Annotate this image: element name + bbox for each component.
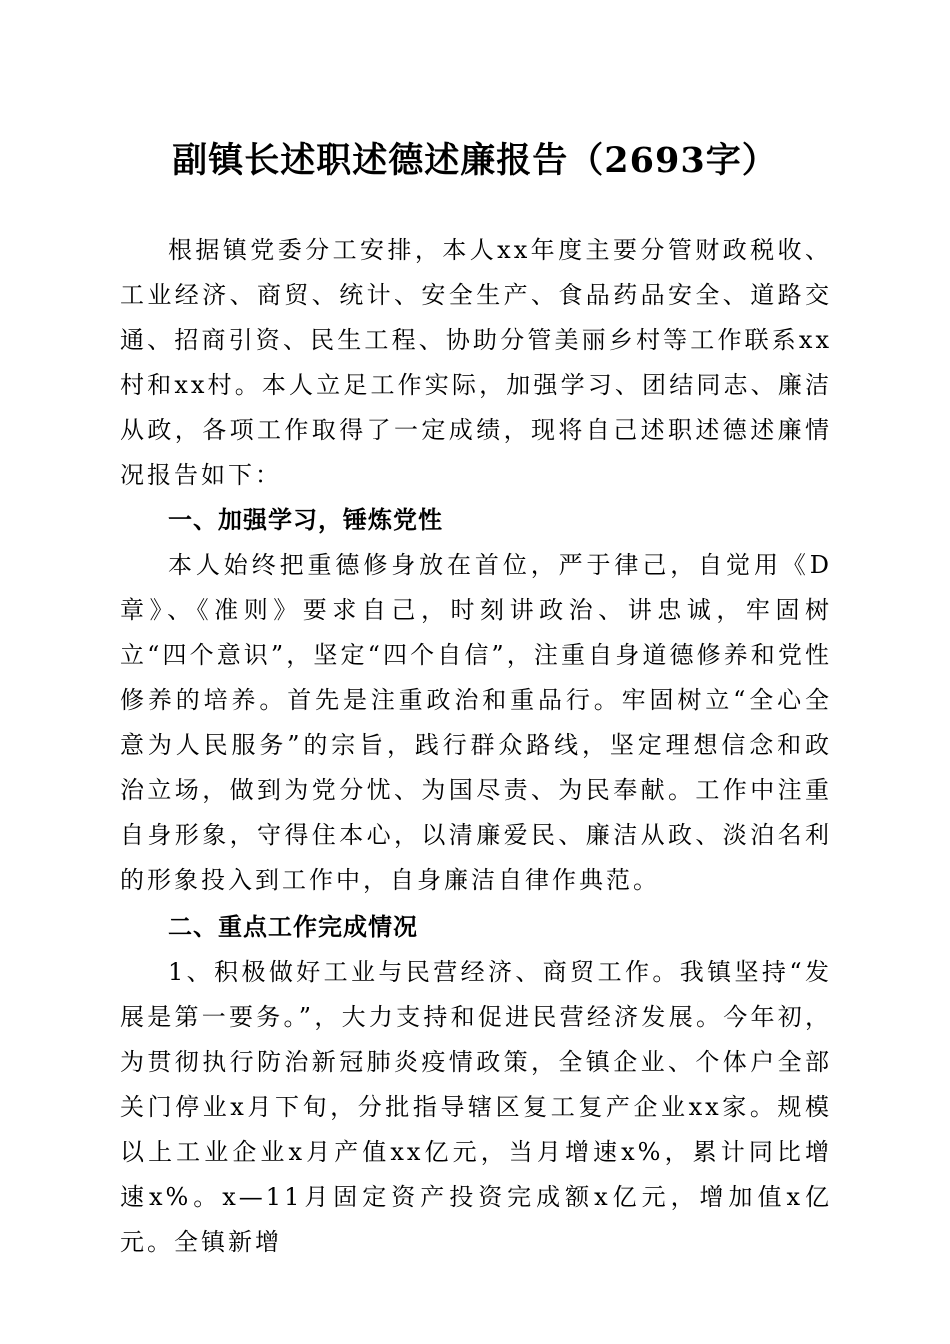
document-body bbox=[120, 228, 832, 1265]
section-2-paragraph: 1、积极做好工业与民营经济、商贸工作。我镇坚持“发展是第一要务。”，大力支持和促进民营经济发展。今年初，为贯彻执行防治新冠肺炎疫情政策，全镇企业、个体户全部关门停业x月下旬，分批指导辖区复工复产企业xx家。规模以上工业企业x月产值xx亿元，当月增速x%，累计同比增速x%。x—11月固定资产投资完成额x亿元，增加值x亿元。全镇新增 bbox=[120, 958, 832, 1256]
section-heading-1: 一、加强学习，锤炼党性 bbox=[168, 506, 443, 534]
section-1-paragraph: 本人始终把重德修身放在首位，严于律己，自觉用《D章》、《准则》要求自己，时刻讲政治、讲忠诚，牢固树立“四个意识”，坚定“四个自信”，注重自身道德修养和党性修养的培养。首先是注重政治和重品行。牢固树立“全心全意为人民服务”的宗旨，践行群众路线，坚定理想信念和政治立场，做到为党分忧、为国尽责、为民奉献。工作中注重自身形象，守得住本心，以清廉爱民、廉洁从政、淡泊名利的形象投入到工作中，自身廉洁自律作典范。 bbox=[120, 551, 832, 894]
section-heading-2: 二、重点工作完成情况 bbox=[168, 913, 418, 941]
intro-paragraph: 根据镇党委分工安排，本人xx年度主要分管财政税收、工业经济、商贸、统计、安全生产、食品药品安全、道路交通、招商引资、民生工程、协助分管美丽乡村等工作联系xx村和xx村。本人立足工作实际，加强学习、团结同志、廉洁从政，各项工作取得了一定成绩，现将自己述职述德述廉情况报告如下： bbox=[120, 236, 832, 489]
document-title: 副镇长述职述德述廉报告（2693字） bbox=[172, 140, 778, 181]
